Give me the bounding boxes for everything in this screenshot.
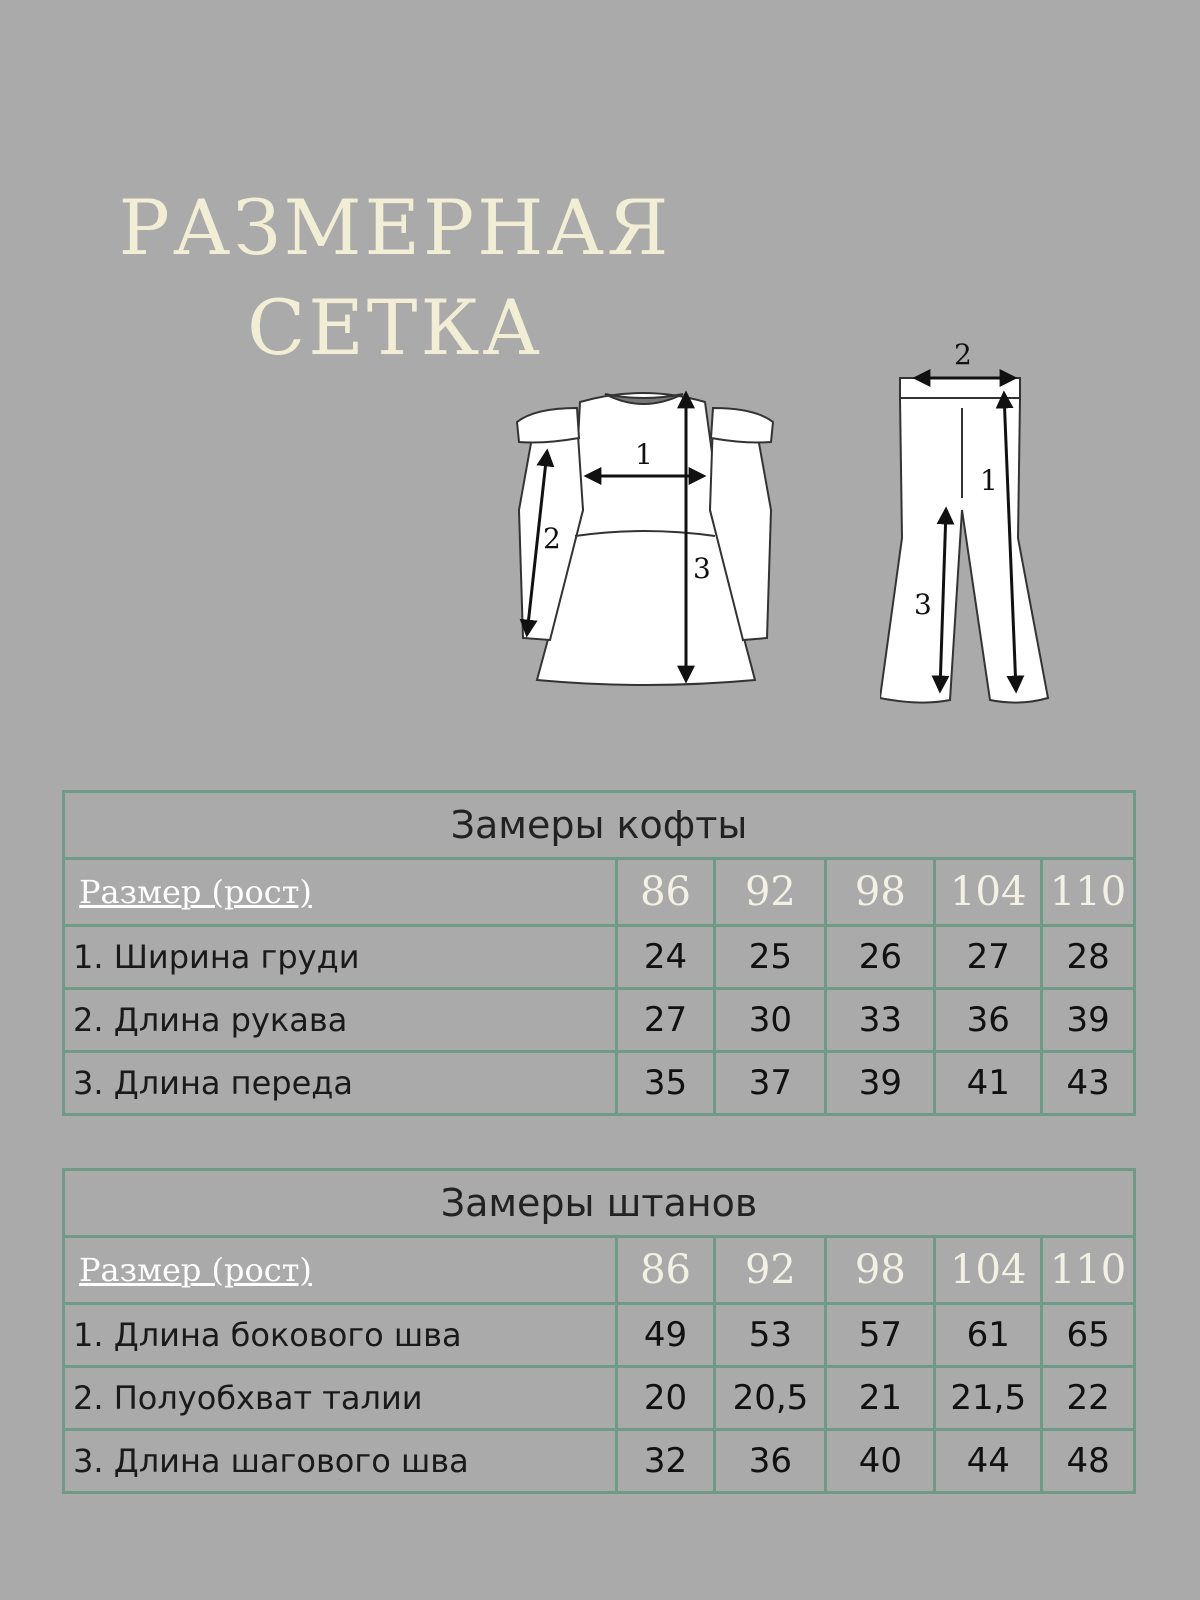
row-label: 3. Длина переда [64,1052,617,1115]
cell-value: 26 [826,926,935,989]
cell-value: 28 [1042,926,1135,989]
cell-value: 22 [1042,1367,1135,1430]
table-row [64,1430,1135,1493]
cell-value: 20 [616,1367,715,1430]
row-label: 1. Длина бокового шва [64,1304,617,1367]
cell-value: 43 [1042,1052,1135,1115]
size-col-92: 92 [715,859,826,926]
row-label: 1. Ширина груди [64,926,617,989]
size-col-86: 86 [616,859,715,926]
cell-value: 48 [1042,1430,1135,1493]
pants-diagram [880,338,1080,718]
cell-value: 39 [1042,989,1135,1052]
pants-table-caption: Замеры штанов [64,1170,1135,1237]
pants-label-waist: 2 [954,338,972,371]
table-row [64,989,1135,1052]
cell-value: 32 [616,1430,715,1493]
cell-value: 65 [1042,1304,1135,1367]
size-col-110: 110 [1042,1237,1135,1304]
size-col-92: 92 [715,1237,826,1304]
cell-value: 24 [616,926,715,989]
page-title-line1: РАЗМЕРНАЯ [118,183,672,272]
row-label: 2. Полуобхват талии [64,1367,617,1430]
table-header-row [64,1237,1135,1304]
cell-value: 41 [935,1052,1042,1115]
size-label: Размер (рост) [64,1237,617,1304]
cell-value: 39 [826,1052,935,1115]
size-col-104: 104 [935,859,1042,926]
top-label-sleeve: 2 [543,522,561,555]
cell-value: 44 [935,1430,1042,1493]
cell-value: 36 [935,989,1042,1052]
row-label: 2. Длина рукава [64,989,617,1052]
pants-outline [880,378,1048,703]
pants-size-table [62,1168,1136,1494]
cell-value: 49 [616,1304,715,1367]
cell-value: 36 [715,1430,826,1493]
cell-value: 25 [715,926,826,989]
cell-value: 21,5 [935,1367,1042,1430]
cell-value: 30 [715,989,826,1052]
table-row [64,1304,1135,1367]
size-col-86: 86 [616,1237,715,1304]
pants-label-side-seam: 1 [980,464,998,497]
cell-value: 53 [715,1304,826,1367]
cell-value: 37 [715,1052,826,1115]
cell-value: 33 [826,989,935,1052]
cell-value: 40 [826,1430,935,1493]
table-header-row [64,859,1135,926]
row-label: 3. Длина шагового шва [64,1430,617,1493]
cell-value: 20,5 [715,1367,826,1430]
size-label: Размер (рост) [64,859,617,926]
top-table-caption: Замеры кофты [64,792,1135,859]
cell-value: 61 [935,1304,1042,1367]
cell-value: 35 [616,1052,715,1115]
cell-value: 21 [826,1367,935,1430]
size-col-98: 98 [826,859,935,926]
cell-value: 27 [935,926,1042,989]
size-col-104: 104 [935,1237,1042,1304]
table-row [64,1052,1135,1115]
size-col-98: 98 [826,1237,935,1304]
size-col-110: 110 [1042,859,1135,926]
table-row [64,926,1135,989]
top-size-table [62,790,1136,1116]
top-label-chest: 1 [635,438,653,471]
table-row [64,1367,1135,1430]
cell-value: 27 [616,989,715,1052]
top-label-length: 3 [693,552,711,585]
top-garment-diagram [505,380,785,700]
pants-label-inseam: 3 [914,588,932,621]
cell-value: 57 [826,1304,935,1367]
page-title-line2: СЕТКА [247,283,543,372]
